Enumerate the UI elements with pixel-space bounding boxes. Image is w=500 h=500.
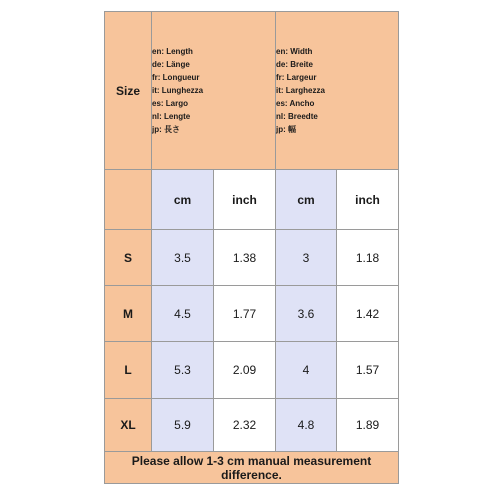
length-label-en: en: Length (152, 47, 193, 56)
width-label-jp: jp: 幅 (276, 125, 297, 134)
size-label-xl: XL (105, 399, 152, 452)
cell-length-inch: 2.32 (214, 399, 276, 452)
cell-width-inch: 1.57 (337, 342, 399, 399)
table-row (105, 230, 399, 286)
width-label-de: de: Breite (276, 60, 313, 69)
size-chart-table (104, 11, 399, 484)
cell-width-inch: 1.89 (337, 399, 399, 452)
cell-width-inch: 1.18 (337, 230, 399, 286)
header-row (105, 12, 399, 170)
cell-length-cm: 4.5 (152, 286, 214, 342)
cell-length-inch: 1.38 (214, 230, 276, 286)
unit-length-inch: inch (214, 170, 276, 230)
cell-width-inch: 1.42 (337, 286, 399, 342)
cell-length-cm: 5.9 (152, 399, 214, 452)
length-header (152, 12, 276, 170)
size-label-l: L (105, 342, 152, 399)
size-label-m: M (105, 286, 152, 342)
unit-row (105, 170, 399, 230)
table-row (105, 342, 399, 399)
unit-width-inch: inch (337, 170, 399, 230)
cell-width-cm: 4 (276, 342, 337, 399)
width-label-en: en: Width (276, 47, 313, 56)
size-label-s: S (105, 230, 152, 286)
length-label-nl: nl: Lengte (152, 112, 191, 121)
length-label-es: es: Largo (152, 99, 189, 108)
width-label-it: it: Larghezza (276, 86, 325, 95)
cell-length-inch: 1.77 (214, 286, 276, 342)
width-header (276, 12, 399, 170)
unit-length-cm: cm (152, 170, 214, 230)
width-label-nl: nl: Breedte (276, 112, 318, 121)
cell-width-cm: 3 (276, 230, 337, 286)
cell-length-cm: 3.5 (152, 230, 214, 286)
unit-width-cm: cm (276, 170, 337, 230)
table-row (105, 399, 399, 452)
length-label-it: it: Lunghezza (152, 86, 204, 95)
length-label-de: de: Länge (152, 60, 190, 69)
cell-length-cm: 5.3 (152, 342, 214, 399)
cell-width-cm: 4.8 (276, 399, 337, 452)
measurement-note: Please allow 1-3 cm manual measurement difference. (105, 452, 399, 484)
size-header: Size (105, 12, 152, 170)
cell-length-inch: 2.09 (214, 342, 276, 399)
table-row (105, 286, 399, 342)
note-row (105, 452, 399, 484)
width-label-es: es: Ancho (276, 99, 315, 108)
width-label-fr: fr: Largeur (276, 73, 317, 82)
length-translations (152, 12, 275, 136)
length-label-fr: fr: Longueur (152, 73, 200, 82)
cell-width-cm: 3.6 (276, 286, 337, 342)
width-translations (276, 12, 398, 136)
unit-row-spacer (105, 170, 152, 230)
length-label-jp: jp: 長さ (152, 125, 180, 134)
